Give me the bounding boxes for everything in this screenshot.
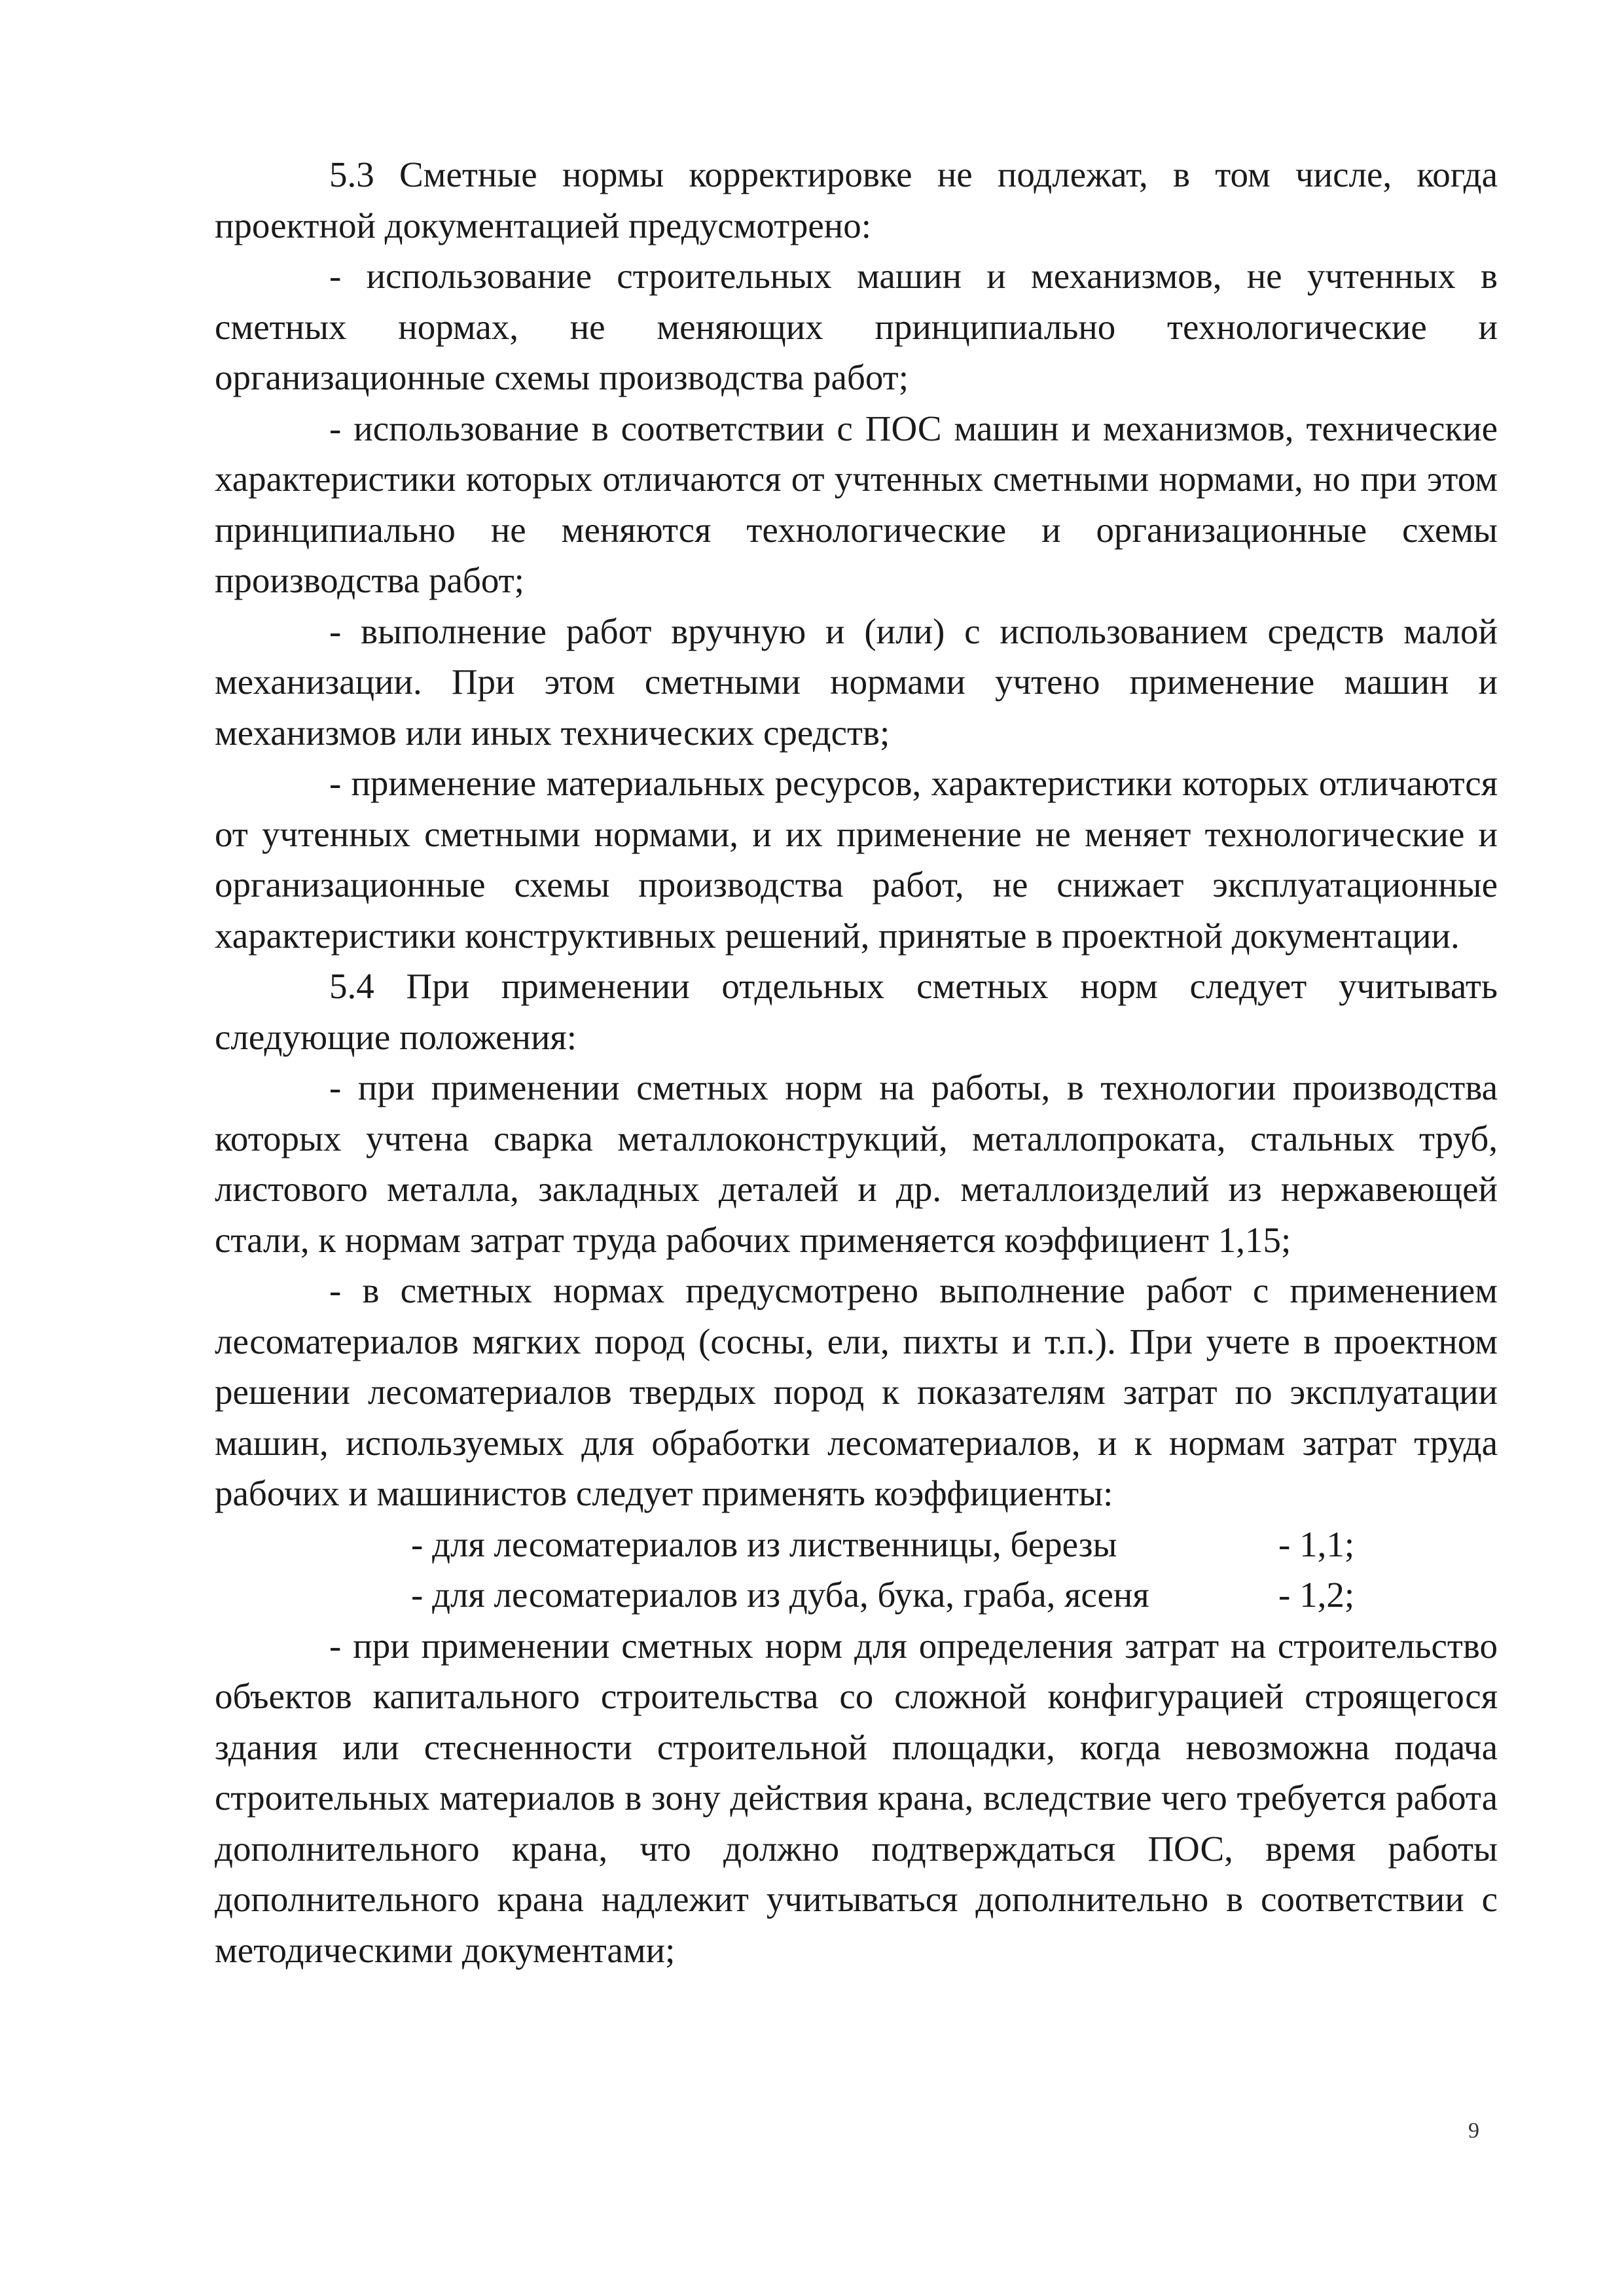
section-5-3-intro: 5.3 Сметные нормы корректировке не подлежат, в том числе, когда проектной документацией предусмотрено: <box>215 154 1498 245</box>
list-item: - при применении сметных норм для определения затрат на строительство объектов капитального строительства со сложной конфигурацией строящегося здания или стесненности строительной площадки, когда невозможна подача строительных материалов в зону действия крана, вследствие чего требуется работа дополнительного крана, что должно подтверждаться ПОС, время работы дополнительного крана надлежит учитываться дополнительно в соответствии с методическими документами; <box>215 1625 1498 1970</box>
coefficient-row <box>215 1519 1498 1570</box>
coefficient-value: - 1,2; <box>1278 1575 1355 1615</box>
coefficient-label: - для лесоматериалов из дуба, бука, граба, ясеня <box>411 1575 1149 1615</box>
list-item: - использование строительных машин и механизмов, не учтенных в сметных нормах, не меняющих принципиально технологические и организационные схемы производства работ; <box>215 256 1498 397</box>
list-item: - использование в соответствии с ПОС машин и механизмов, технические характеристики которых отличаются от учтенных сметными нормами, но при этом принципиально не меняются технологические и организационные схемы производства работ; <box>215 408 1498 600</box>
section-5-4-intro: 5.4 При применении отдельных сметных норм следует учитывать следующие положения: <box>215 966 1498 1057</box>
document-body <box>215 149 1498 1975</box>
list-item: - в сметных нормах предусмотрено выполнение работ с применением лесоматериалов мягких пород (сосны, ели, пихты и т.п.). При учете в проектном решении лесоматериалов твердых пород к показателям затрат по эксплуатации машин, используемых для обработки лесоматериалов, и к нормам затрат труда рабочих и машинистов следует применять коэффициенты: <box>215 1270 1498 1513</box>
coefficient-label: - для лесоматериалов из лиственницы, березы <box>411 1524 1117 1564</box>
list-item: - выполнение работ вручную и (или) с использованием средств малой механизации. При этом сметными нормами учтено применение машин и механизмов или иных технических средств; <box>215 611 1498 753</box>
list-item: - при применении сметных норм на работы, в технологии производства которых учтена сварка металлоконструкций, металлопроката, стальных труб, листового металла, закладных деталей и др. металлоизделий из нержавеющей стали, к нормам затрат труда рабочих применяется коэффициент 1,15; <box>215 1067 1498 1260</box>
page-number: 9 <box>1468 2119 1479 2143</box>
list-item: - применение материальных ресурсов, характеристики которых отличаются от учтенных сметными нормами, и их применение не меняет технологические и организационные схемы производства работ, не снижает эксплуатационные характеристики конструктивных решений, принятые в проектной документации. <box>215 763 1498 956</box>
coefficient-row <box>215 1570 1498 1621</box>
coefficient-value: - 1,1; <box>1278 1524 1355 1564</box>
